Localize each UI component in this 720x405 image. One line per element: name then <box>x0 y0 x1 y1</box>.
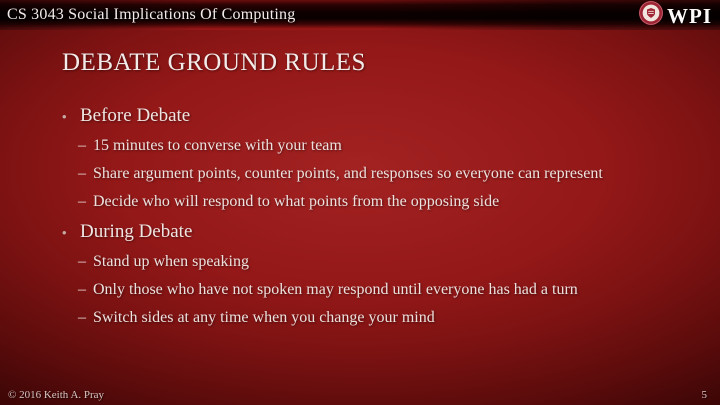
list-item-level2 <box>62 308 680 327</box>
dash-bullet-icon: – <box>78 281 86 298</box>
section-label: Before Debate <box>80 105 191 126</box>
list-item-level2 <box>62 192 680 211</box>
list-item-level1 <box>62 104 680 128</box>
slide-header-bar <box>0 0 720 30</box>
list-item-text: Decide who will respond to what points from the opposing side <box>93 193 500 210</box>
list-item-text: Only those who have not spoken may respond until everyone has had a turn <box>93 281 578 298</box>
list-item-text: 15 minutes to converse with your team <box>93 137 342 154</box>
list-item-level2 <box>62 252 680 271</box>
dash-bullet-icon: – <box>78 165 86 182</box>
slide-title: DEBATE GROUND RULES <box>62 49 366 76</box>
copyright-text: © 2016 Keith A. Pray <box>8 389 105 401</box>
list-item-level2 <box>62 280 680 299</box>
dash-bullet-icon: – <box>78 253 86 270</box>
section-label: During Debate <box>80 221 193 242</box>
list-item-level2 <box>62 164 680 183</box>
course-title: CS 3043 Social Implications Of Computing <box>7 6 296 23</box>
slide-content <box>62 46 680 336</box>
dash-bullet-icon: – <box>78 193 86 210</box>
dash-bullet-icon: – <box>78 137 86 154</box>
page-number: 5 <box>701 389 707 401</box>
list-item-level2 <box>62 136 680 155</box>
wpi-logo <box>638 2 712 29</box>
section-before-debate <box>62 104 680 211</box>
list-item-level1 <box>62 220 680 244</box>
list-item-text: Stand up when speaking <box>93 253 249 270</box>
bullet-dot-icon: • <box>62 109 67 124</box>
list-item-text: Share argument points, counter points, and responses so everyone can represent <box>93 165 603 182</box>
wpi-logo-text: WPI <box>667 3 712 28</box>
section-during-debate <box>62 220 680 327</box>
wpi-seal-icon <box>638 0 664 31</box>
dash-bullet-icon: – <box>78 309 86 326</box>
bullet-dot-icon: • <box>62 225 67 240</box>
list-item-text: Switch sides at any time when you change your mind <box>93 309 435 326</box>
